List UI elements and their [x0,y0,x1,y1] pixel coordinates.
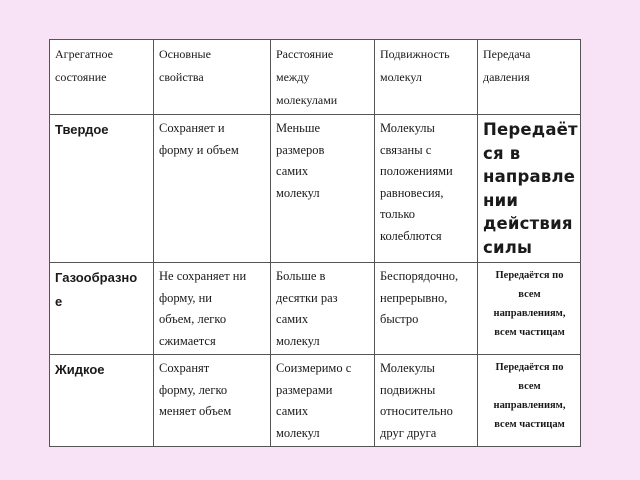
cell-mobility: Молекулы связаны с положениями равновесия, только колеблются [375,115,478,263]
states-of-matter-table [49,39,581,447]
header-cell-properties: Основные свойства [154,40,271,115]
table-row-solid [50,115,581,263]
table-row-gas [50,263,581,355]
cell-state: Газообразно е [50,263,154,355]
cell-state: Жидкое [50,355,154,447]
cell-distance: Больше в десятки раз самих молекул [271,263,375,355]
cell-properties: Не сохраняет ни форму, ни объем, легко сжимается [154,263,271,355]
cell-properties: Сохраняет и форму и объем [154,115,271,263]
cell-pressure: Передаёт ся в направле нии действия силы [478,115,581,263]
header-cell-distance: Расстояние между молекулами [271,40,375,115]
cell-distance: Меньше размеров самих молекул [271,115,375,263]
cell-state: Твердое [50,115,154,263]
cell-mobility: Молекулы подвижны относительно друг друга [375,355,478,447]
cell-distance: Соизмеримо с размерами самих молекул [271,355,375,447]
header-cell-state: Агрегатное состояние [50,40,154,115]
cell-mobility: Беспорядочно, непрерывно, быстро [375,263,478,355]
header-cell-mobility: Подвижность молекул [375,40,478,115]
header-cell-pressure: Передача давления [478,40,581,115]
table-row-liquid [50,355,581,447]
cell-pressure: Передаётся по всем направлениям, всем частицам [478,263,581,355]
cell-properties: Сохранят форму, легко меняет объем [154,355,271,447]
table-header-row [50,40,581,115]
cell-pressure: Передаётся по всем направлениям, всем частицам [478,355,581,447]
